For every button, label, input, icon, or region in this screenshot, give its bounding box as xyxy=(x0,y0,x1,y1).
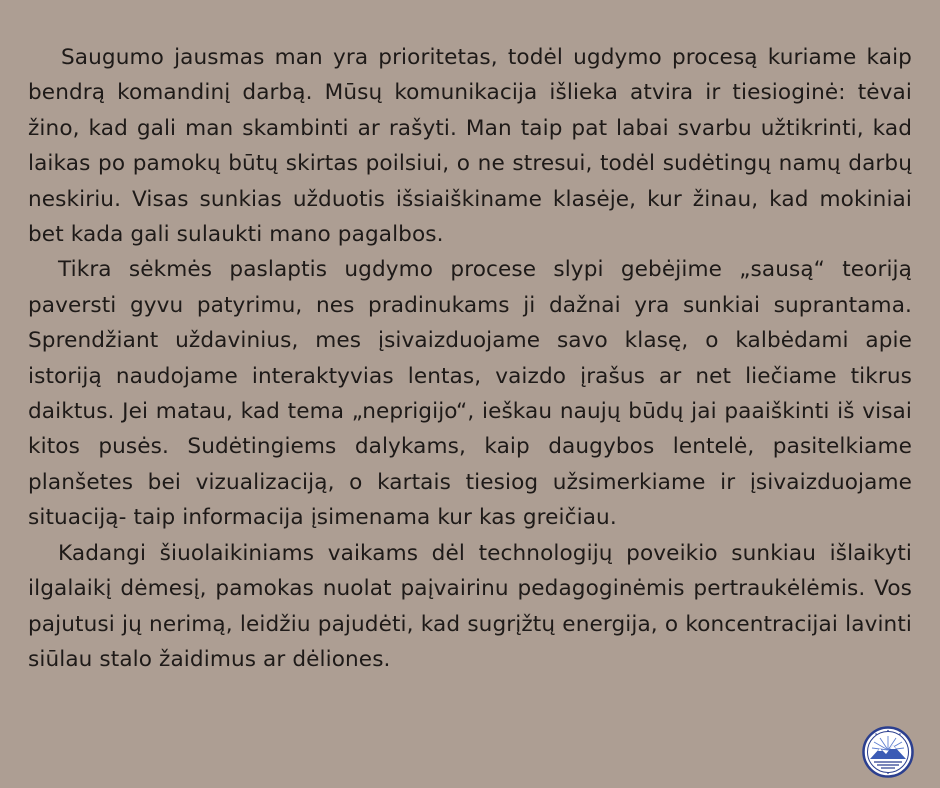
paragraph-3: Kadangi šiuolaikiniams vaikams dėl technologijų poveikio sunkiau išlaikyti ilgalaikį dėmesį, pamokas nuolat paįvairinu pedagoginėmis pertraukėlėmis. Vos pajutusi jų nerimą, leidžiu pajudėti, kad sugrįžtų energija, o koncentracijai lavinti siūlau stalo žaidimus ar dėliones. xyxy=(28,540,912,672)
school-emblem-icon xyxy=(862,726,914,778)
article-text xyxy=(28,40,912,677)
paragraph-2: Tikra sėkmės paslaptis ugdymo procese slypi gebėjime „sausą“ teoriją paversti gyvu patyrimu, nes pradinukams ji dažnai yra sunkiai suprantama. Sprendžiant uždavinius, mes įsivaizduojame savo klasę, o kalbėdami apie istoriją naudojame interaktyvias lentas, vaizdo įrašus ar net liečiame tikrus daiktus. Jei matau, kad tema „neprigijo“, ieškau naujų būdų jai paaiškinti iš visai kitos pusės. Sudėtingiems dalykams, kaip daugybos lentelė, pasitelkiame planšetes bei vizualizaciją, o kartais tiesiog užsimerkiame ir įsivaizduojame situaciją- taip informacija įsimenama kur kas greičiau. xyxy=(28,257,912,531)
paragraph-1: Saugumo jausmas man yra prioritetas, todėl ugdymo procesą kuriame kaip bendrą komandinį darbą. Mūsų komunikacija išlieka atvira ir tiesioginė: tėvai žino, kad gali man skambinti ar rašyti. Man taip pat labai svarbu užtikrinti, kad laikas po pamokų būtų skirtas poilsiui, o ne stresui, todėl sudėtingų namų darbų neskiriu. Visas sunkias užduotis išsiaiškiname klasėje, kur žinau, kad mokiniai bet kada gali sulaukti mano pagalbos. xyxy=(28,45,912,248)
